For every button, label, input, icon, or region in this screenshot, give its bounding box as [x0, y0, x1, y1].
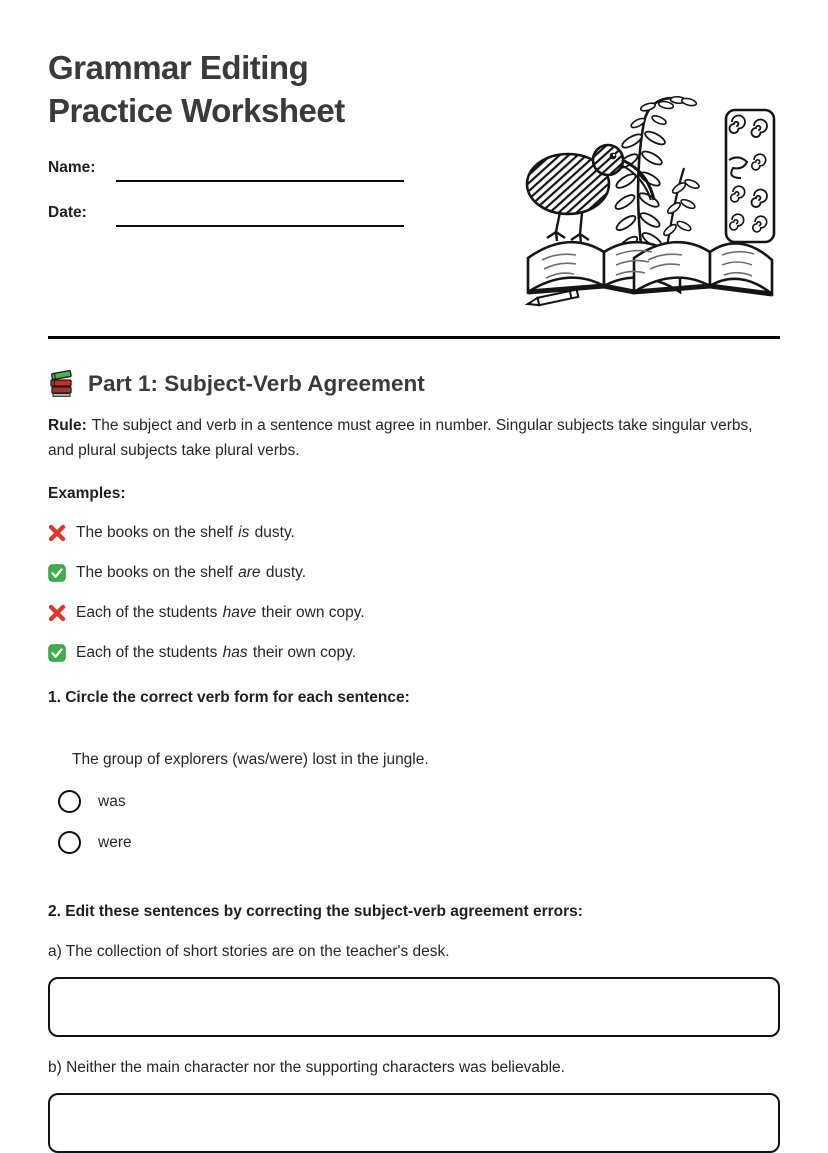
radio-was-label: was: [98, 792, 126, 810]
example-row-incorrect-1: [48, 522, 780, 543]
date-input-line[interactable]: [116, 205, 404, 227]
kiwi-fern-books-illustration: [516, 80, 782, 312]
question2b-answer-box[interactable]: [48, 1093, 780, 1153]
radio-were-label: were: [98, 833, 132, 851]
example-text: The books on the shelf are dusty.: [76, 564, 307, 581]
section-divider: [48, 336, 780, 339]
question1-sentence: The group of explorers (was/were) lost in the jungle.: [72, 751, 429, 768]
question2a-label: a) The collection of short stories are on the teacher's desk.: [48, 943, 450, 960]
worksheet-body: [0, 370, 828, 1153]
example-text: The books on the shelf is dusty.: [76, 524, 295, 541]
rule-text: The subject and verb in a sentence must agree in number. Singular subjects take singular verbs, and plural subjects take plural verbs.: [48, 417, 753, 459]
rule-paragraph: [48, 413, 780, 463]
question2a-answer-box[interactable]: [48, 977, 780, 1037]
green-check-icon: [48, 564, 66, 582]
part1-heading-text: Part 1: Subject-Verb Agreement: [88, 370, 425, 396]
books-stack-icon: [48, 370, 77, 397]
radio-was[interactable]: [58, 790, 81, 813]
question1-prompt: 1. Circle the correct verb form for each sentence:: [48, 689, 410, 706]
page-title-line1: Grammar Editing: [48, 49, 309, 86]
example-text: Each of the students has their own copy.: [76, 644, 357, 661]
example-row-incorrect-2: [48, 602, 780, 623]
date-label: Date:: [48, 204, 87, 221]
examples-label: Examples:: [48, 485, 126, 502]
page-title: [48, 46, 518, 132]
name-label: Name:: [48, 159, 96, 176]
example-row-correct-1: [48, 562, 780, 583]
question2-prompt: 2. Edit these sentences by correcting the subject-verb agreement errors:: [48, 903, 583, 920]
example-row-correct-2: [48, 642, 780, 663]
part1-heading: [48, 370, 780, 397]
question2b-label: b) Neither the main character nor the supporting characters was believable.: [48, 1059, 565, 1076]
example-text: Each of the students have their own copy.: [76, 604, 365, 621]
worksheet-header: [0, 0, 828, 336]
radio-row-were[interactable]: [58, 831, 780, 854]
red-cross-icon: [48, 524, 66, 542]
name-input-line[interactable]: [116, 160, 404, 182]
page-title-line2: Practice Worksheet: [48, 92, 345, 129]
radio-were[interactable]: [58, 831, 81, 854]
rule-label: Rule:: [48, 417, 87, 434]
red-cross-icon: [48, 604, 66, 622]
radio-row-was[interactable]: [58, 790, 780, 813]
green-check-icon: [48, 644, 66, 662]
